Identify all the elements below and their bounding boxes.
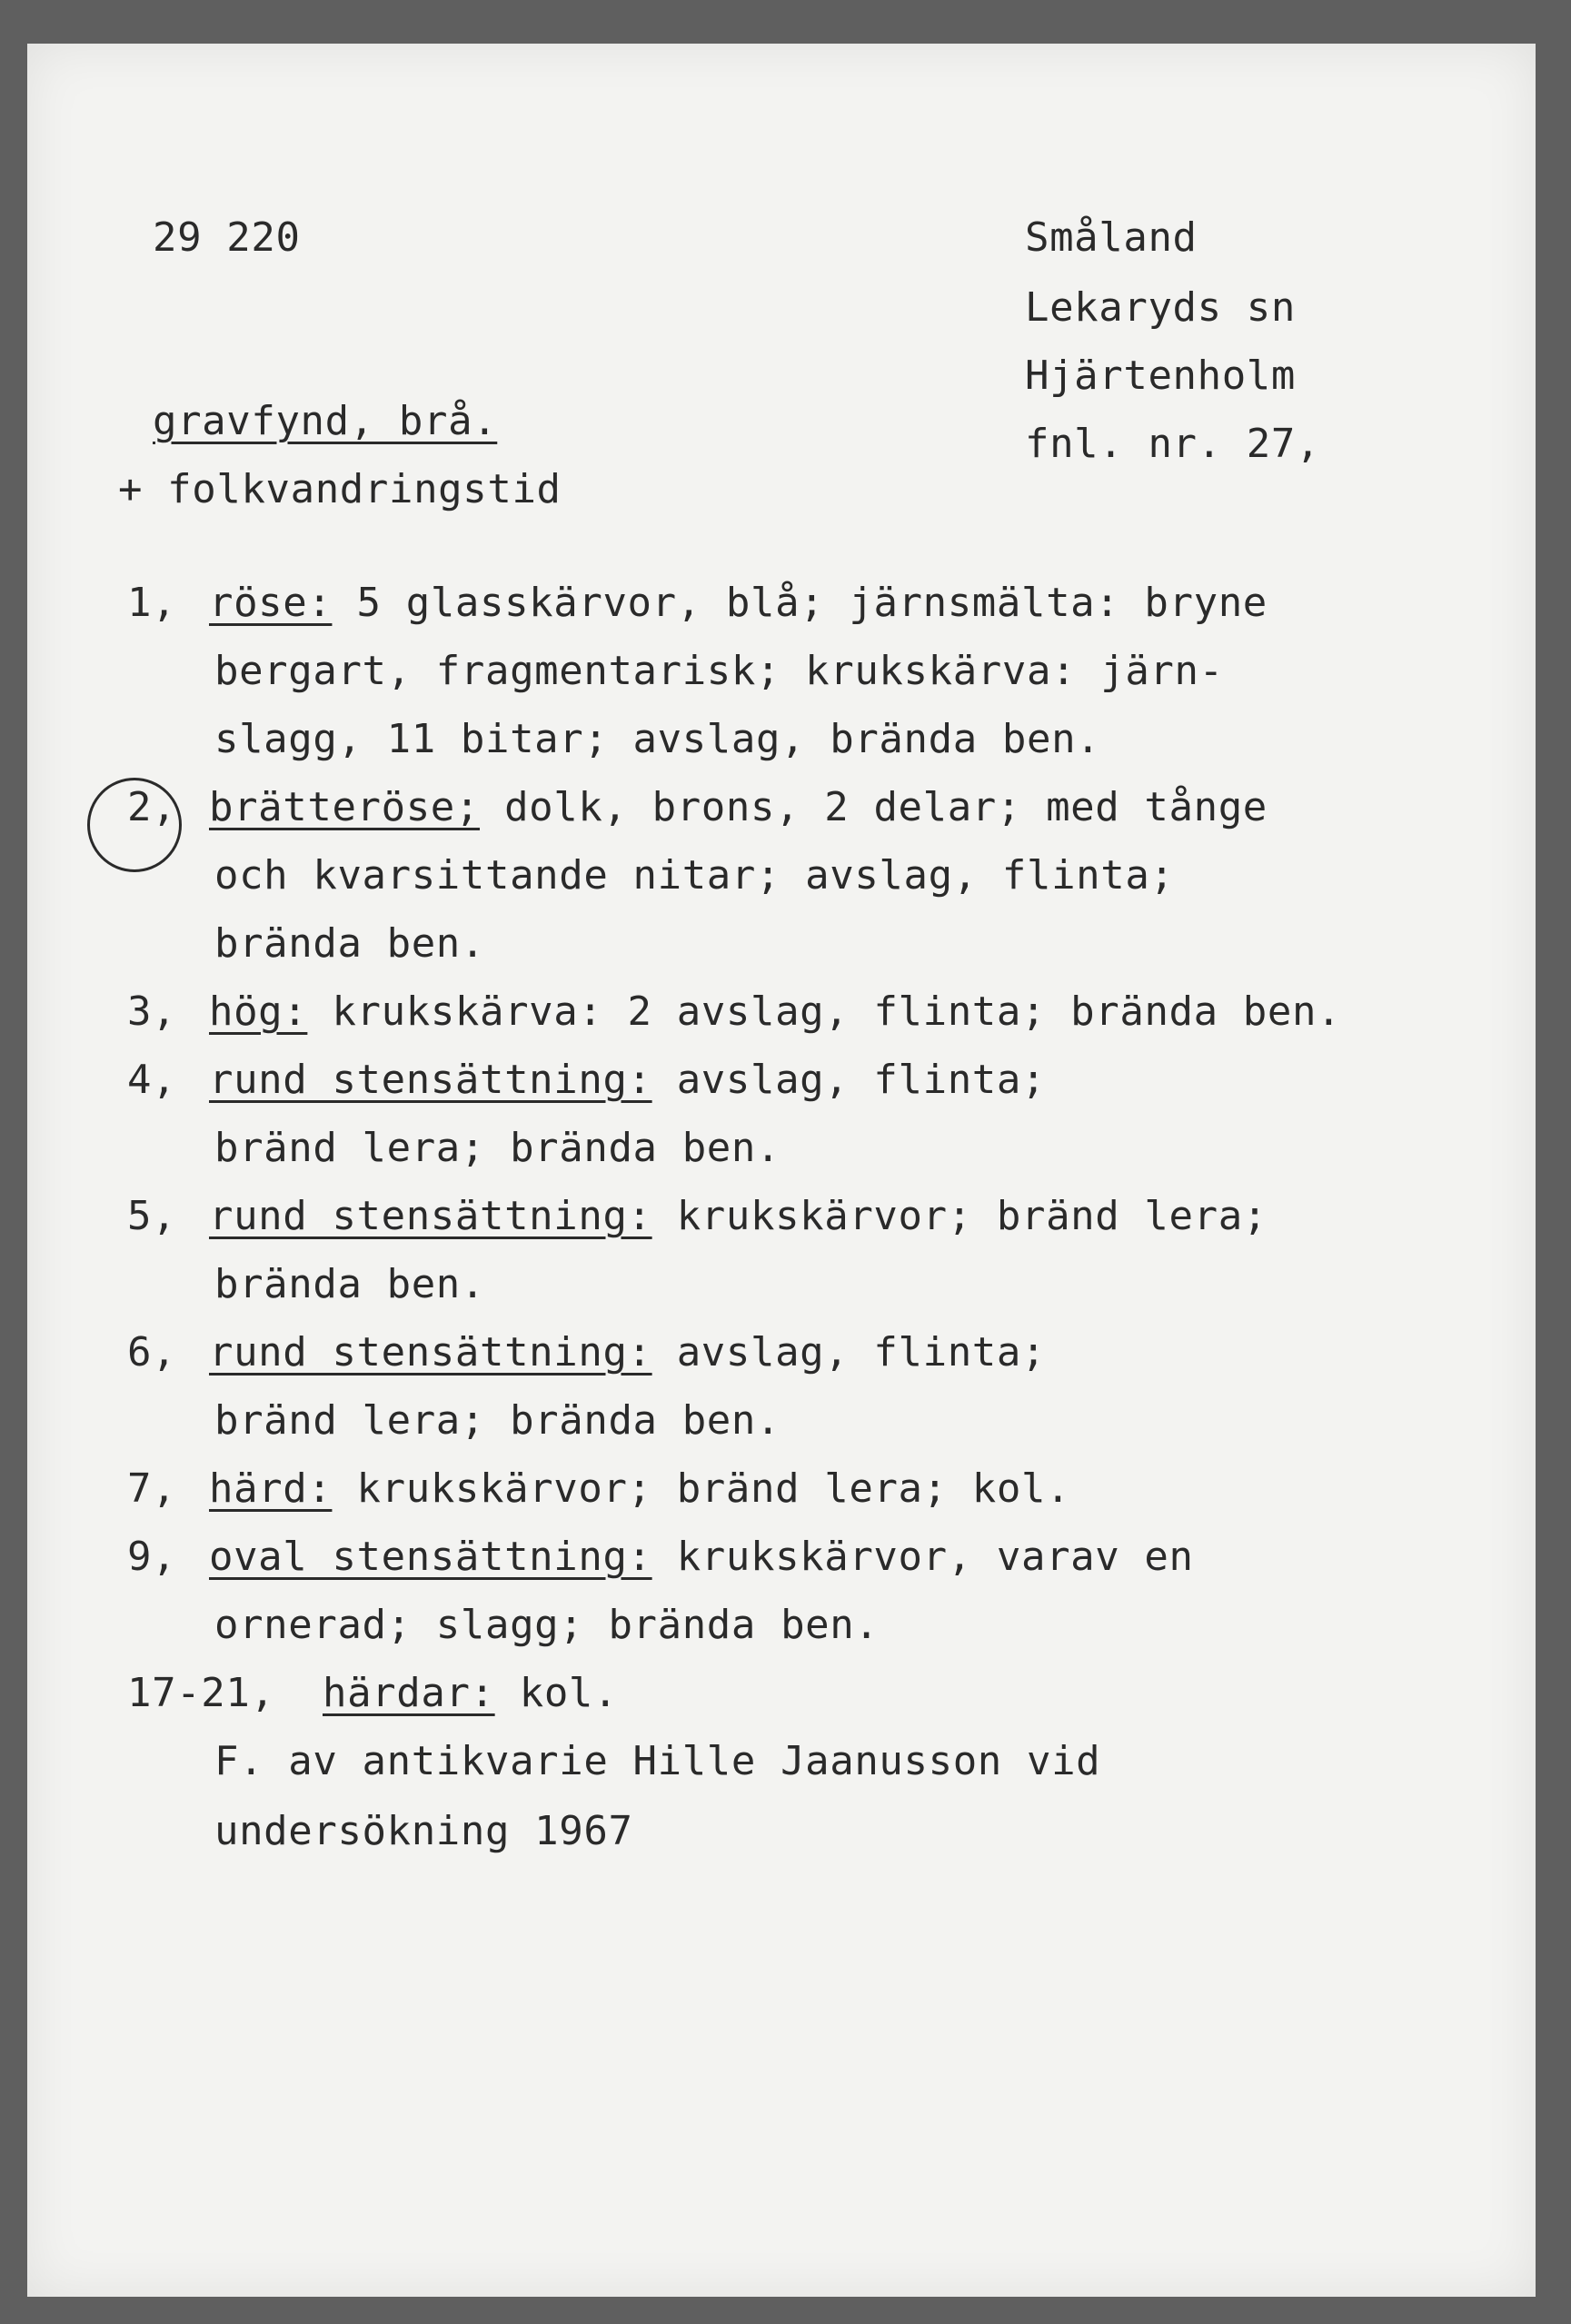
entry-label: rund stensättning: bbox=[209, 1057, 652, 1103]
period: + folkvandringstid bbox=[118, 466, 562, 512]
entry-label: röse: bbox=[209, 580, 333, 626]
entry-line bbox=[209, 1329, 1046, 1376]
entry-text: bränd lera; brända ben. bbox=[214, 1397, 781, 1444]
fornlamning-number: fnl. nr. 27, bbox=[1025, 421, 1321, 467]
entry-label: oval stensättning: bbox=[209, 1534, 652, 1580]
entry-text: brända ben. bbox=[214, 1261, 485, 1307]
entry-line bbox=[209, 988, 1341, 1035]
entry-text: krukskärvor; bränd lera; bbox=[651, 1193, 1268, 1239]
entry-text: ornerad; slagg; brända ben. bbox=[214, 1602, 880, 1648]
entry-line bbox=[323, 1670, 618, 1716]
entry-line bbox=[209, 1534, 1194, 1580]
entry-number: 6, bbox=[127, 1329, 177, 1376]
entry-number: 5, bbox=[127, 1193, 177, 1239]
footer-line: undersökning 1967 bbox=[214, 1808, 633, 1854]
entry-text: slagg, 11 bitar; avslag, brända ben. bbox=[214, 716, 1101, 762]
footer-line: F. av antikvarie Hille Jaanusson vid bbox=[214, 1738, 1101, 1784]
entry-text: 5 glasskärvor, blå; järnsmälta: bryne bbox=[332, 580, 1268, 626]
catalog-card bbox=[27, 44, 1536, 2297]
entry-line bbox=[209, 580, 1268, 626]
entry-label: hög: bbox=[209, 988, 308, 1035]
entry-text: och kvarsittande nitar; avslag, flinta; bbox=[214, 852, 1175, 899]
entry-number: 4, bbox=[127, 1057, 177, 1103]
catalog-number: 29 220 bbox=[153, 214, 301, 261]
entry-text: krukskärva: 2 avslag, flinta; brända ben. bbox=[307, 988, 1342, 1035]
entry-label: härd: bbox=[209, 1465, 333, 1512]
entry-label: rund stensättning: bbox=[209, 1193, 652, 1239]
entry-number: 1, bbox=[127, 580, 177, 626]
entry-text: bränd lera; brända ben. bbox=[214, 1125, 781, 1171]
parish: Lekaryds sn bbox=[1025, 284, 1296, 331]
entry-text: krukskärvor, varav en bbox=[651, 1534, 1194, 1580]
entry-line bbox=[209, 784, 1268, 830]
entry-line bbox=[209, 1193, 1268, 1239]
entry-text: kol. bbox=[494, 1670, 619, 1716]
entry-text: dolk, brons, 2 delar; med tånge bbox=[480, 784, 1268, 830]
entry-text: avslag, flinta; bbox=[651, 1057, 1047, 1103]
entry-label: brätteröse; bbox=[209, 784, 480, 830]
entry-number: 17-21, bbox=[127, 1670, 275, 1716]
entry-number: 2, bbox=[127, 784, 177, 830]
entry-text: krukskärvor; bränd lera; kol. bbox=[332, 1465, 1071, 1512]
entry-line bbox=[209, 1057, 1046, 1103]
entry-text: avslag, flinta; bbox=[651, 1329, 1047, 1376]
entry-label: härdar: bbox=[323, 1670, 495, 1716]
entry-text: bergart, fragmentarisk; krukskärva: järn- bbox=[214, 648, 1224, 694]
site-name: Hjärtenholm bbox=[1025, 353, 1296, 399]
region: Småland bbox=[1025, 214, 1198, 261]
entry-label: rund stensättning: bbox=[209, 1329, 652, 1376]
entry-number: 3, bbox=[127, 988, 177, 1035]
entry-number: 9, bbox=[127, 1534, 177, 1580]
entry-text: brända ben. bbox=[214, 920, 485, 967]
entry-line bbox=[209, 1465, 1070, 1512]
find-category: gravfynd, brå. bbox=[153, 398, 498, 444]
entry-number: 7, bbox=[127, 1465, 177, 1512]
